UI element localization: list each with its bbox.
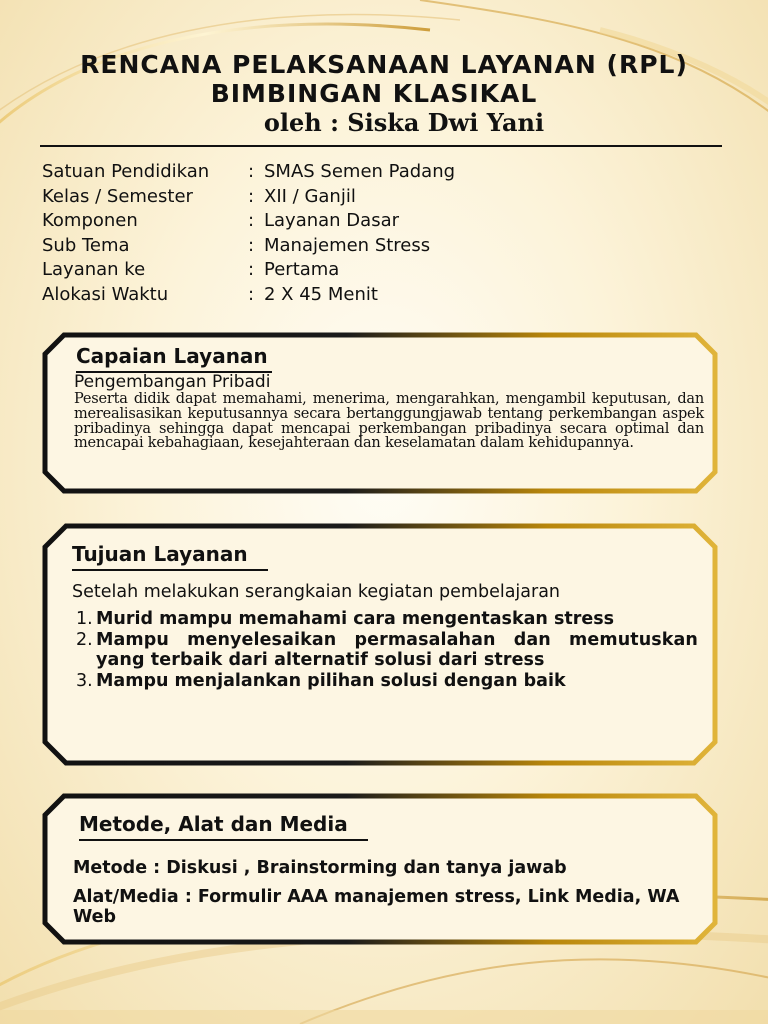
info-value: Layanan Dasar <box>264 210 400 231</box>
info-row <box>42 234 702 259</box>
capaian-panel <box>42 332 718 494</box>
header-divider <box>40 145 722 147</box>
info-colon: : <box>248 259 255 280</box>
info-colon: : <box>248 283 255 305</box>
alat-media-line: Alat/Media : Formulir AAA manajemen stress, Link Media, WA Web <box>73 887 680 927</box>
info-value: XII / Ganjil <box>264 185 356 207</box>
info-label: Komponen <box>42 210 138 231</box>
info-colon: : <box>248 185 255 207</box>
info-value: Manajemen Stress <box>264 234 431 256</box>
capaian-title: Capaian Layanan <box>76 344 272 373</box>
list-item <box>76 671 698 691</box>
info-colon: : <box>248 234 255 256</box>
list-text: Mampu menyelesaikan permasalahan dan memutuskan yang terbaik dari alternatif solusi dari stress <box>96 630 698 670</box>
info-value: SMAS Semen Padang <box>264 161 456 182</box>
list-number: 3. <box>76 671 93 691</box>
capaian-subtitle: Pengembangan Pribadi <box>74 372 271 392</box>
info-row <box>42 209 702 234</box>
document-subtitle: BIMBINGAN KLASIKAL <box>210 79 538 108</box>
info-row <box>42 185 702 210</box>
info-value: Pertama <box>264 259 340 280</box>
info-label: Satuan Pendidikan <box>42 161 210 182</box>
list-text: Murid mampu memahami cara mengentaskan stress <box>96 609 615 629</box>
metode-panel <box>42 793 718 945</box>
info-table <box>42 160 702 307</box>
list-item <box>76 609 698 629</box>
info-label: Layanan ke <box>42 259 146 280</box>
list-text: Mampu menjalankan pilihan solusi dengan baik <box>96 671 566 691</box>
info-row <box>42 283 702 308</box>
info-label: Sub Tema <box>42 234 130 256</box>
info-label: Alokasi Waktu <box>42 283 169 305</box>
capaian-body: Peserta didik dapat memahami, menerima, mengarahkan, mengambil keputusan, dan merealisasikan keputusannya secara bertanggungjawab tentang perkembangan aspek pribadinya sehingga dapat mencapai perkembangan pribadinya secara optimal dan mencapai kebahagiaan, kesejahteraan dan keselamatan dalam kehidupannya. <box>74 391 704 452</box>
tujuan-list <box>76 609 698 692</box>
tujuan-panel <box>42 523 718 766</box>
info-colon: : <box>248 161 255 182</box>
tujuan-intro: Setelah melakukan serangkaian kegiatan pembelajaran <box>72 582 561 602</box>
metode-line: Metode : Diskusi , Brainstorming dan tanya jawab <box>73 858 567 878</box>
list-item <box>76 630 698 670</box>
list-number: 1. <box>76 609 93 629</box>
info-value: 2 X 45 Menit <box>264 283 378 305</box>
info-row <box>42 258 702 283</box>
list-number: 2. <box>76 630 93 650</box>
metode-title: Metode, Alat dan Media <box>79 812 368 841</box>
info-colon: : <box>248 210 255 231</box>
tujuan-title: Tujuan Layanan <box>72 542 268 571</box>
info-label: Kelas / Semester <box>42 185 193 207</box>
info-row <box>42 160 702 185</box>
header <box>0 50 768 138</box>
author-line: oleh : Siska Dwi Yani <box>263 108 545 137</box>
document-title: RENCANA PELAKSANAAN LAYANAN (RPL) <box>80 50 688 79</box>
